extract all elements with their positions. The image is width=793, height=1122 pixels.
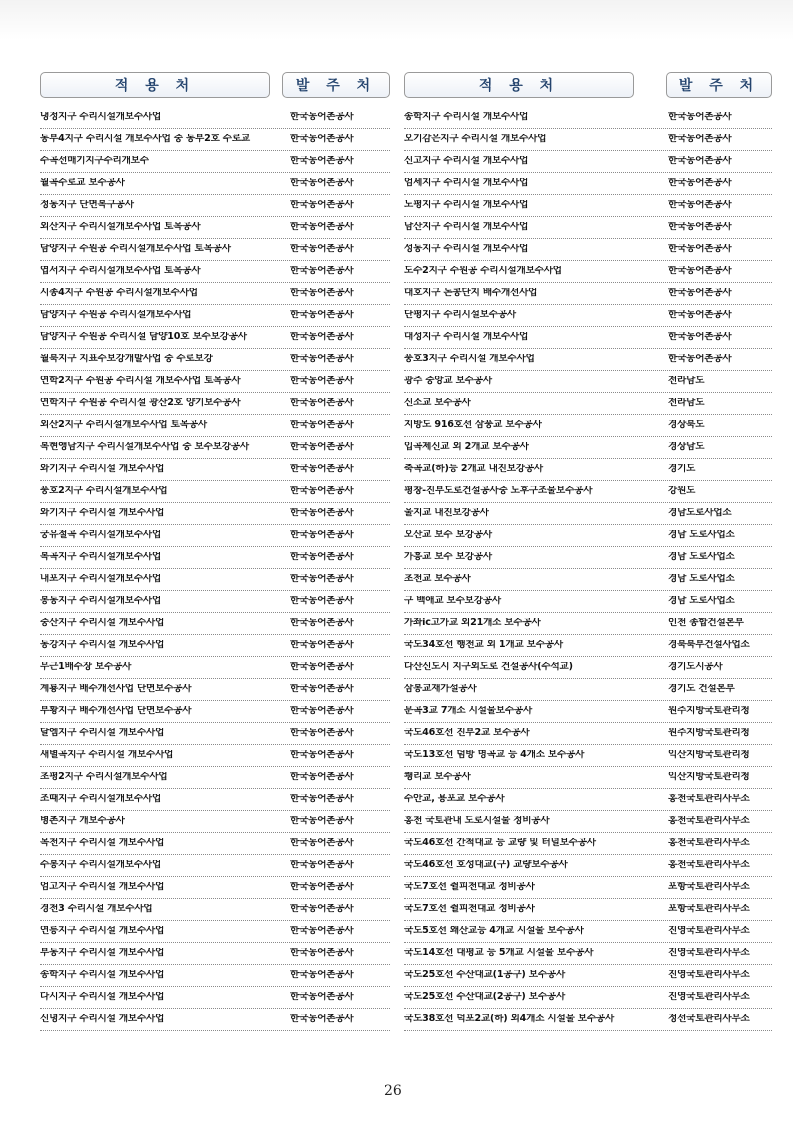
client-name: 한국농어촌공사 xyxy=(290,266,354,277)
table-row xyxy=(40,151,390,173)
project-name: 신고지구 수리시설 개보수사업 xyxy=(404,156,529,167)
project-name: 도수2지구 수원공 수리시설개보수사업 xyxy=(404,266,562,277)
table-row xyxy=(404,833,772,855)
table-row xyxy=(404,657,772,679)
client-name: 인천 종합건설본부 xyxy=(668,618,744,629)
table-row xyxy=(404,767,772,789)
client-name: 익산지방국토관리청 xyxy=(668,772,750,783)
table-row xyxy=(404,591,772,613)
client-name: 익산지방국토관리청 xyxy=(668,750,750,761)
table-row xyxy=(40,349,390,371)
client-name: 한국농어촌공사 xyxy=(290,750,354,761)
client-name: 전라남도 xyxy=(668,376,705,387)
table-row xyxy=(40,503,390,525)
client-name: 한국농어촌공사 xyxy=(290,244,354,255)
client-name: 진영국토관리사무소 xyxy=(668,970,750,981)
client-name: 한국농어촌공사 xyxy=(290,948,354,959)
project-name: 동부4지구 수리시설 개보수사업 중 동부2호 수로교 xyxy=(40,134,251,145)
table-row xyxy=(404,481,772,503)
client-name: 한국농어촌공사 xyxy=(290,662,354,673)
table-row xyxy=(404,349,772,371)
client-name: 한국농어촌공사 xyxy=(668,266,732,277)
client-name: 진영국토관리사무소 xyxy=(668,948,750,959)
table-row xyxy=(404,327,772,349)
client-name: 한국농어촌공사 xyxy=(668,354,732,365)
table-row xyxy=(404,415,772,437)
project-name: 연학지구 수원공 수리시설 광산2호 양기보수공사 xyxy=(40,398,241,409)
left-column xyxy=(40,72,390,1031)
project-name: 시종4지구 수원공 수리시설개보수사업 xyxy=(40,288,198,299)
project-name: 축곡교(하)등 2개교 내진보강공사 xyxy=(404,464,544,475)
client-name: 한국농어촌공사 xyxy=(290,354,354,365)
project-name: 월북지구 지표수보강개발사업 중 수로보강 xyxy=(40,354,213,365)
table-row xyxy=(404,305,772,327)
client-name: 강원도 xyxy=(668,486,696,497)
project-name: 풍호3지구 수리시설 개보수사업 xyxy=(404,354,535,365)
project-name: 월곡수로교 보수공사 xyxy=(40,178,125,189)
project-name: 대호지구 논콩단지 배수개선사업 xyxy=(404,288,538,299)
table-row xyxy=(404,877,772,899)
client-name: 한국농어촌공사 xyxy=(290,574,354,585)
project-name: 문곡3교 7개소 시설물보수공사 xyxy=(404,706,533,717)
project-name: 달엠지구 수리시설 개보수사업 xyxy=(40,728,165,739)
project-name: 국도25호선 수산대교(2공구) 보수공사 xyxy=(404,992,566,1003)
table-row xyxy=(40,129,390,151)
project-name: 냉정지구 수리시설개보수사업 xyxy=(40,112,162,123)
table-row xyxy=(40,173,390,195)
client-name: 한국농어촌공사 xyxy=(668,200,732,211)
table-row xyxy=(404,503,772,525)
client-name: 진영국토관리사무소 xyxy=(668,992,750,1003)
project-name: 국도25호선 수산대교(1공구) 보수공사 xyxy=(404,970,566,981)
table-row xyxy=(40,217,390,239)
table-row xyxy=(404,943,772,965)
project-name: 국도38호선 덕포2교(하) 외4개소 시설물 보수공사 xyxy=(404,1014,615,1025)
client-name: 한국농어촌공사 xyxy=(290,530,354,541)
table-row xyxy=(40,745,390,767)
client-name: 한국농어촌공사 xyxy=(290,442,354,453)
project-name: 부황지구 배수개선사업 단면보수공사 xyxy=(40,706,192,717)
client-name: 경남 도로사업소 xyxy=(668,552,735,563)
client-name: 한국농어촌공사 xyxy=(290,838,354,849)
table-row xyxy=(40,525,390,547)
client-name: 포항국토관리사무소 xyxy=(668,882,750,893)
table-row xyxy=(40,283,390,305)
table-row xyxy=(40,547,390,569)
project-name: 조때지구 수리시설개보수사업 xyxy=(40,794,162,805)
table-row xyxy=(40,899,390,921)
project-name: 수봉지구 수리시설개보수사업 xyxy=(40,860,162,871)
project-name: 부동지구 수리시설 개보수사업 xyxy=(40,948,165,959)
project-name: 와기지구 수리시설 개보수사업 xyxy=(40,464,165,475)
project-name: 울지교 내진보강공사 xyxy=(404,508,489,519)
project-name: 엄세지구 수리시설 개보수사업 xyxy=(404,178,529,189)
project-name: 목천지구 수리시설 개보수사업 xyxy=(40,838,165,849)
project-name: 평창-진부도로건설공사중 노후구조물보수공사 xyxy=(404,486,593,497)
project-name: 초천교 보수공사 xyxy=(404,574,471,585)
project-name: 담양지구 수원공 수리시설 담양10호 보수보강공사 xyxy=(40,332,247,343)
project-name: 외산2지구 수리시설개보수사업 토목공사 xyxy=(40,420,207,431)
table-row xyxy=(404,173,772,195)
project-name: 가흥교 보수 보강공사 xyxy=(404,552,492,563)
client-name: 한국농어촌공사 xyxy=(290,1014,354,1025)
client-name: 한국농어촌공사 xyxy=(290,684,354,695)
project-name: 송학지구 수리시설 개보수사업 xyxy=(404,112,529,123)
client-name: 한국농어촌공사 xyxy=(290,860,354,871)
project-name: 외산지구 수리시설개보수사업 토목공사 xyxy=(40,222,201,233)
table-row xyxy=(40,855,390,877)
client-name: 한국농어촌공사 xyxy=(290,904,354,915)
project-name: 국도7호선 쥘피천대교 정비공사 xyxy=(404,904,535,915)
client-name: 한국농어촌공사 xyxy=(290,420,354,431)
client-name: 한국농어촌공사 xyxy=(290,200,354,211)
client-name: 한국농어촌공사 xyxy=(668,134,732,145)
project-name: 수안교, 용포교 보수공사 xyxy=(404,794,505,805)
project-name: 다산신도시 지구외도로 건설공사(수석교) xyxy=(404,662,573,673)
table-row xyxy=(404,723,772,745)
left-header xyxy=(40,72,390,98)
client-name: 홍천국토관리사무소 xyxy=(668,838,750,849)
project-name: 송학지구 수리시설 개보수사업 xyxy=(40,970,165,981)
client-name: 진영국토관리사무소 xyxy=(668,926,750,937)
client-name: 한국농어촌공사 xyxy=(290,596,354,607)
site-header: 적 용 처 xyxy=(40,72,270,98)
project-name: 광주 중앙교 보수공사 xyxy=(404,376,492,387)
project-name: 가좌ic고가교 외21개소 보수공사 xyxy=(404,618,541,629)
table-row xyxy=(40,415,390,437)
table-row xyxy=(404,811,772,833)
client-name: 한국농어촌공사 xyxy=(290,156,354,167)
project-name: 궁유절곡 수리시설개보수사업 xyxy=(40,530,162,541)
client-name: 경남도로사업소 xyxy=(668,508,732,519)
client-name: 한국농어촌공사 xyxy=(668,244,732,255)
right-column xyxy=(404,72,772,1031)
project-name: 국도46호선 진부2교 보수공사 xyxy=(404,728,530,739)
table-row xyxy=(404,921,772,943)
client-name: 경남 도로사업소 xyxy=(668,574,735,585)
table-row xyxy=(40,305,390,327)
client-name: 한국농어촌공사 xyxy=(290,112,354,123)
client-name: 한국농어촌공사 xyxy=(290,486,354,497)
client-name: 홍천국토관리사무소 xyxy=(668,816,750,827)
table-row xyxy=(40,701,390,723)
table-row xyxy=(404,855,772,877)
client-name: 원주지방국토관리청 xyxy=(668,728,750,739)
project-name: 초평2지구 수리시설개보수사업 xyxy=(40,772,168,783)
table-row xyxy=(404,569,772,591)
table-row xyxy=(404,151,772,173)
table-row xyxy=(40,679,390,701)
project-name: 입곡제신교 외 2개교 보수공사 xyxy=(404,442,529,453)
project-name: 내포지구 수리시설개보수사업 xyxy=(40,574,162,585)
table-row xyxy=(40,723,390,745)
client-name: 정선국토관리사무소 xyxy=(668,1014,750,1025)
client-name: 한국농어촌공사 xyxy=(290,772,354,783)
project-name: 와기지구 수리시설 개보수사업 xyxy=(40,508,165,519)
table-row xyxy=(404,899,772,921)
table-row xyxy=(40,811,390,833)
project-name: 국도46호선 간척대교 등 교량 및 터널보수공사 xyxy=(404,838,596,849)
table-row xyxy=(404,217,772,239)
table-row xyxy=(404,525,772,547)
right-header xyxy=(404,72,772,98)
project-name: 새별곡지구 수리시설 개보수사업 xyxy=(40,750,174,761)
table-row xyxy=(404,283,772,305)
table-row xyxy=(40,327,390,349)
project-name: 국도46호선 호성대교(구) 교량보수공사 xyxy=(404,860,568,871)
client-header: 발 주 처 xyxy=(282,72,390,98)
table-row xyxy=(404,701,772,723)
client-name: 한국농어촌공사 xyxy=(290,222,354,233)
client-name: 한국농어촌공사 xyxy=(668,156,732,167)
client-name: 한국농어촌공사 xyxy=(668,222,732,233)
client-name: 원주지방국토관리청 xyxy=(668,706,750,717)
client-name: 한국농어촌공사 xyxy=(668,288,732,299)
site-header: 적 용 처 xyxy=(404,72,634,98)
project-name: 국도5호선 왜산교등 4개교 시설물 보수공사 xyxy=(404,926,584,937)
client-name: 한국농어촌공사 xyxy=(290,508,354,519)
table-row xyxy=(40,921,390,943)
project-name: 국도14호선 대평교 등 5개교 시설물 보수공사 xyxy=(404,948,594,959)
client-name: 한국농어촌공사 xyxy=(290,882,354,893)
table-row xyxy=(40,371,390,393)
project-name: 신녕지구 수리시설 개보수사업 xyxy=(40,1014,165,1025)
project-name: 국도13호선 덤방 명곡교 등 4개소 보수공사 xyxy=(404,750,585,761)
client-name: 한국농어촌공사 xyxy=(290,640,354,651)
client-name: 한국농어촌공사 xyxy=(290,816,354,827)
client-name: 한국농어촌공사 xyxy=(290,134,354,145)
table-row xyxy=(40,393,390,415)
client-name: 경기도시공사 xyxy=(668,662,723,673)
project-name: 지방도 916호선 삼풍교 보수공사 xyxy=(404,420,542,431)
top-shading xyxy=(0,0,793,40)
client-name: 한국농어촌공사 xyxy=(290,970,354,981)
client-name: 한국농어촌공사 xyxy=(290,794,354,805)
project-name: 엄고지구 수리시설 개보수사업 xyxy=(40,882,165,893)
table-row xyxy=(404,261,772,283)
project-name: 노평지구 수리시설 개보수사업 xyxy=(404,200,529,211)
table-row xyxy=(404,129,772,151)
client-name: 경기도 건설본부 xyxy=(668,684,735,695)
client-name: 경상남도 xyxy=(668,442,705,453)
project-name: 풍호2지구 수리시설개보수사업 xyxy=(40,486,168,497)
client-name: 홍천국토관리사무소 xyxy=(668,860,750,871)
project-name: 계룡지구 배수개선사업 단면보수공사 xyxy=(40,684,192,695)
table-row xyxy=(404,195,772,217)
client-name: 한국농어촌공사 xyxy=(290,178,354,189)
table-row xyxy=(404,789,772,811)
project-name: 복곡지구 수리시설개보수사업 xyxy=(40,552,162,563)
table-row xyxy=(40,613,390,635)
project-name: 복현앵남지구 수리시설개보수사업 중 보수보강공사 xyxy=(40,442,249,453)
table-row xyxy=(40,965,390,987)
project-name: 정동지구 단면복구공사 xyxy=(40,200,134,211)
project-name: 단평지구 수리시설보수공사 xyxy=(404,310,516,321)
table-row xyxy=(404,437,772,459)
project-name: 다시지구 수리시설 개보수사업 xyxy=(40,992,165,1003)
table-row xyxy=(40,437,390,459)
project-name: 대성지구 수리시설 개보수사업 xyxy=(404,332,529,343)
project-name: 엽서지구 수리시설개보수사업 토목공사 xyxy=(40,266,201,277)
project-name: 무근1배수장 보수공사 xyxy=(40,662,132,673)
client-name: 전라남도 xyxy=(668,398,705,409)
project-name: 수곡선매기지구수리개보수 xyxy=(40,156,149,167)
table-row xyxy=(40,987,390,1009)
client-name: 한국농어촌공사 xyxy=(290,376,354,387)
table-row xyxy=(404,239,772,261)
client-name: 한국농어촌공사 xyxy=(290,398,354,409)
project-name: 연릉지구 수리시설 개보수사업 xyxy=(40,926,165,937)
table-row xyxy=(40,833,390,855)
right-table xyxy=(404,107,772,1031)
client-name: 한국농어촌공사 xyxy=(668,112,732,123)
table-row xyxy=(404,635,772,657)
client-header: 발 주 처 xyxy=(666,72,772,98)
project-name: 병촌지구 개보수공사 xyxy=(40,816,125,827)
table-row xyxy=(404,613,772,635)
project-name: 경천3 수리시설 개보수사업 xyxy=(40,904,153,915)
page-number: 26 xyxy=(384,1083,402,1099)
client-name: 한국농어촌공사 xyxy=(668,178,732,189)
table-row xyxy=(404,107,772,129)
client-name: 한국농어촌공사 xyxy=(290,464,354,475)
project-name: 삼봉교재가설공사 xyxy=(404,684,477,695)
client-name: 한국농어촌공사 xyxy=(290,728,354,739)
table-row xyxy=(404,987,772,1009)
table-row xyxy=(40,107,390,129)
client-name: 한국농어촌공사 xyxy=(290,310,354,321)
project-name: 담양지구 수원공 수리시설개보수사업 xyxy=(40,310,192,321)
table-row xyxy=(40,195,390,217)
table-row xyxy=(404,1009,772,1031)
project-name: 신소교 보수공사 xyxy=(404,398,471,409)
client-name: 경기도 xyxy=(668,464,696,475)
table-row xyxy=(40,481,390,503)
project-name: 국도34호선 행천교 외 1개교 보수공사 xyxy=(404,640,563,651)
table-row xyxy=(404,393,772,415)
table-row xyxy=(40,459,390,481)
client-name: 포항국토관리사무소 xyxy=(668,904,750,915)
table-row xyxy=(404,745,772,767)
client-name: 한국농어촌공사 xyxy=(290,332,354,343)
client-name: 한국농어촌공사 xyxy=(290,706,354,717)
table-row xyxy=(404,965,772,987)
client-name: 한국농어촌공사 xyxy=(290,618,354,629)
project-name: 홍천 국토관내 도로시설물 정비공사 xyxy=(404,816,550,827)
table-row xyxy=(40,657,390,679)
project-name: 남산지구 수리시설 개보수사업 xyxy=(404,222,529,233)
client-name: 홍천국토관리사무소 xyxy=(668,794,750,805)
project-name: 동강지구 수리시설 개보수사업 xyxy=(40,640,165,651)
table-row xyxy=(40,239,390,261)
project-name: 오산교 보수 보강공사 xyxy=(404,530,492,541)
client-name: 한국농어촌공사 xyxy=(290,288,354,299)
client-name: 한국농어촌공사 xyxy=(290,926,354,937)
table-row xyxy=(40,591,390,613)
client-name: 한국농어촌공사 xyxy=(290,992,354,1003)
table-row xyxy=(40,569,390,591)
project-name: 담양지구 수원공 수리시설개보수사업 토목공사 xyxy=(40,244,231,255)
table-row xyxy=(404,459,772,481)
project-name: 오기감은지구 수리시설 개보수사업 xyxy=(404,134,547,145)
client-name: 경북북부건설사업소 xyxy=(668,640,750,651)
client-name: 경상북도 xyxy=(668,420,705,431)
project-name: 연학2지구 수원공 수리시설 개보수사업 토목공사 xyxy=(40,376,241,387)
client-name: 한국농어촌공사 xyxy=(668,332,732,343)
client-name: 경남 도로사업소 xyxy=(668,596,735,607)
table-row xyxy=(404,371,772,393)
table-row xyxy=(40,789,390,811)
table-row xyxy=(404,547,772,569)
left-table xyxy=(40,107,390,1031)
table-row xyxy=(404,679,772,701)
project-name: 성동지구 수리시설 개보수사업 xyxy=(404,244,529,255)
table-row xyxy=(40,877,390,899)
client-name: 한국농어촌공사 xyxy=(668,310,732,321)
table-row xyxy=(40,943,390,965)
project-name: 중산지구 수리시설 개보수사업 xyxy=(40,618,165,629)
project-name: 국도7호선 쥘피천대교 정비공사 xyxy=(404,882,535,893)
project-name: 구 백애교 보수보강공사 xyxy=(404,596,501,607)
client-name: 경남 도로사업소 xyxy=(668,530,735,541)
project-name: 봉동지구 수리시설개보수사업 xyxy=(40,596,162,607)
client-name: 한국농어촌공사 xyxy=(290,552,354,563)
table-row xyxy=(40,1009,390,1031)
table-row xyxy=(40,261,390,283)
table-row xyxy=(40,767,390,789)
table-row xyxy=(40,635,390,657)
project-name: 쾡리교 보수공사 xyxy=(404,772,471,783)
